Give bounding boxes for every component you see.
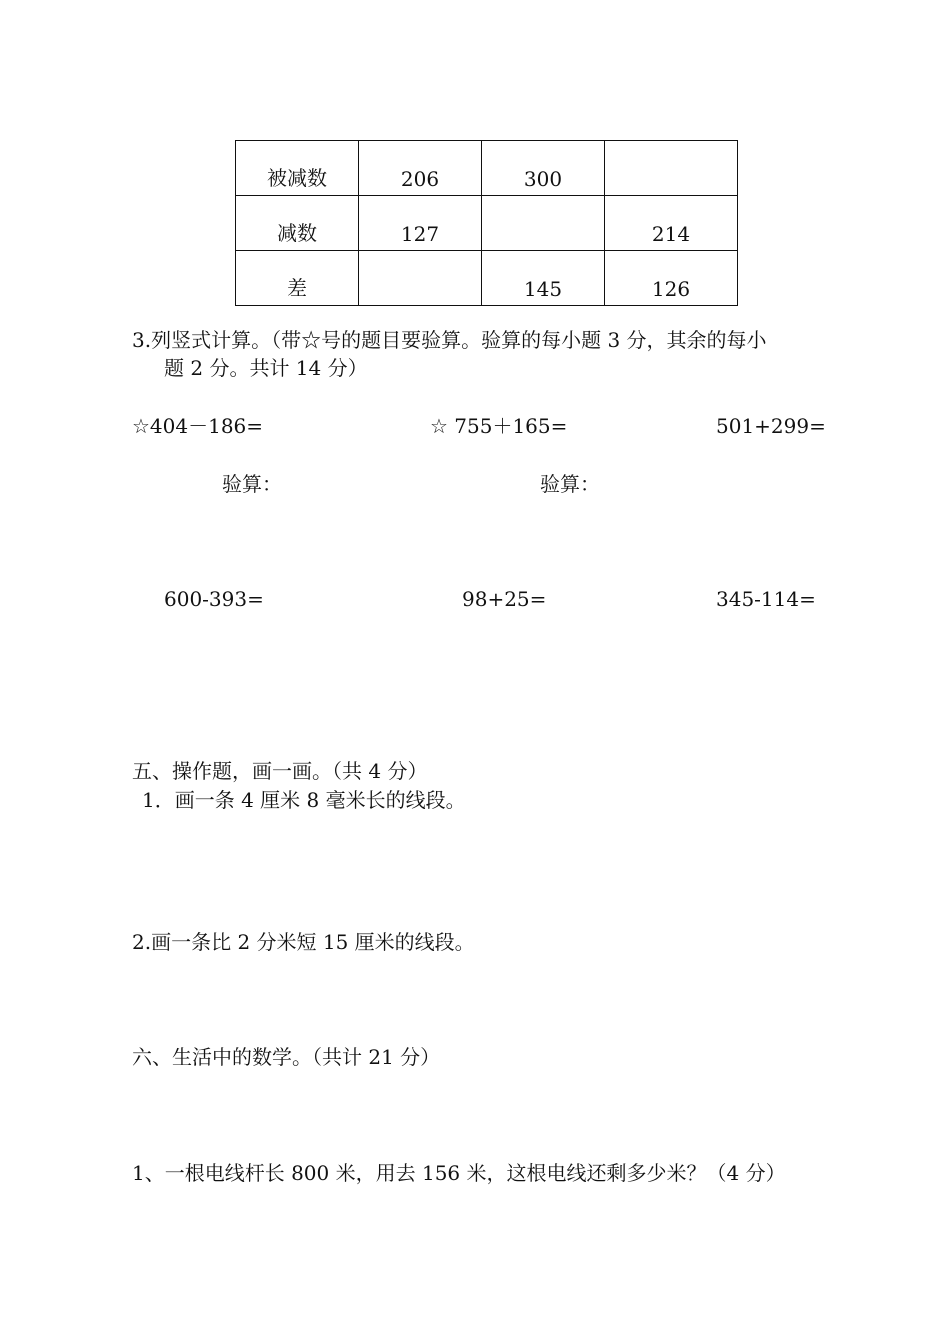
check-label-2: 验算： (540, 472, 600, 496)
table-cell: 206 (359, 141, 482, 196)
table-cell (359, 251, 482, 306)
row-label-subtrahend: 减数 (236, 196, 359, 251)
section5-item2: 2.画一条比 2 分米短 15 厘米的线段。 (132, 930, 475, 954)
table-row (236, 196, 738, 251)
row-label-minuend: 被减数 (236, 141, 359, 196)
q3-instruction-line1: 3.列竖式计算。（带☆号的题目要验算。验算的每小题 3 分，其余的每小 (132, 328, 767, 352)
table-row (236, 251, 738, 306)
problem-2: ☆ 755＋165= (430, 414, 568, 438)
table-row (236, 141, 738, 196)
problem-4: 600-393= (164, 587, 264, 611)
problem-3: 501+299= (716, 414, 826, 438)
section6-item1: 1、一根电线杆长 800 米，用去 156 米，这根电线还剩多少米？（4 分） (132, 1161, 786, 1185)
problem-6: 345-114= (716, 587, 816, 611)
problem-5: 98+25= (462, 587, 547, 611)
table-cell (605, 141, 738, 196)
subtraction-table (235, 140, 738, 306)
table-cell (482, 196, 605, 251)
section5-title: 五、操作题，画一画。（共 4 分） (132, 759, 428, 783)
problem-1: ☆404－186= (132, 414, 264, 438)
table-cell: 300 (482, 141, 605, 196)
table-cell: 127 (359, 196, 482, 251)
table-cell: 126 (605, 251, 738, 306)
section6-title: 六、生活中的数学。（共计 21 分） (132, 1045, 441, 1069)
check-label-1: 验算： (222, 472, 282, 496)
q3-instruction-line2: 题 2 分。共计 14 分） (164, 356, 368, 380)
section5-item1: 1．画一条 4 厘米 8 毫米长的线段。 (142, 788, 466, 812)
table-cell: 145 (482, 251, 605, 306)
row-label-difference: 差 (236, 251, 359, 306)
table-cell: 214 (605, 196, 738, 251)
